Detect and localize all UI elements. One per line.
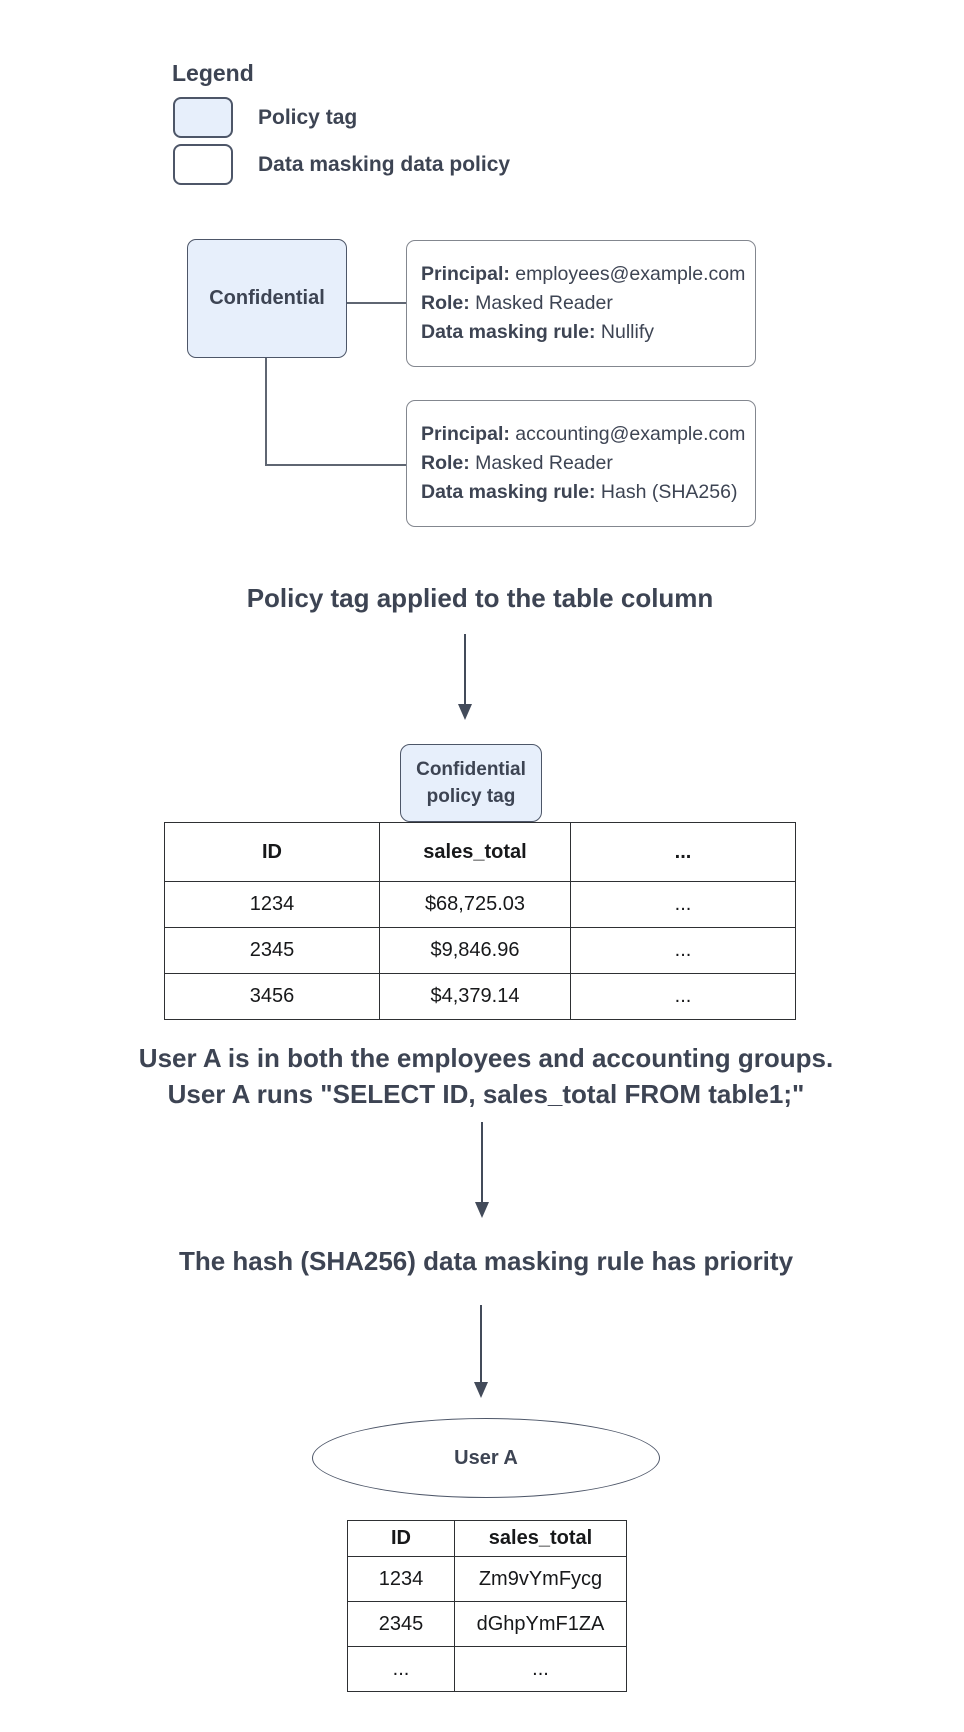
masking-policy-card-accounting bbox=[406, 400, 756, 527]
user-a-oval bbox=[312, 1418, 660, 1498]
table-cell: $4,379.14 bbox=[380, 974, 571, 1020]
legend-policy-tag-swatch bbox=[173, 97, 233, 138]
policy-principal-line bbox=[421, 420, 755, 449]
legend-title: Legend bbox=[172, 60, 254, 86]
confidential-policy-tag-label: Confidential bbox=[209, 287, 325, 309]
policy-rule-line bbox=[421, 318, 755, 347]
arrow-head-icon bbox=[474, 1382, 488, 1398]
result-header-sales-total: sales_total bbox=[455, 1521, 627, 1557]
table-cell: $68,725.03 bbox=[380, 882, 571, 928]
table-cell: ... bbox=[571, 882, 796, 928]
heading-user-groups-line1: User A is in both the employees and accounting groups. bbox=[138, 1043, 834, 1073]
role-label: Role: bbox=[421, 292, 476, 314]
source-header-sales-total: sales_total bbox=[380, 823, 571, 882]
result-table-row bbox=[348, 1647, 627, 1692]
arrow-shaft bbox=[464, 634, 466, 704]
connector-elbow-horizontal bbox=[265, 464, 406, 466]
source-table bbox=[164, 822, 796, 1020]
source-table-header-row bbox=[165, 823, 796, 882]
source-table-row bbox=[165, 882, 796, 928]
rule-label: Data masking rule: bbox=[421, 321, 601, 343]
down-arrow bbox=[474, 1122, 490, 1218]
policy-rule-line bbox=[421, 478, 755, 507]
table-cell: 1234 bbox=[165, 882, 380, 928]
legend-data-masking-label: Data masking data policy bbox=[258, 152, 511, 176]
source-table-row bbox=[165, 974, 796, 1020]
rule-value: Hash (SHA256) bbox=[600, 481, 738, 503]
policy-role-line bbox=[421, 449, 755, 478]
table-cell: 1234 bbox=[348, 1557, 455, 1602]
result-table-row bbox=[348, 1602, 627, 1647]
result-table bbox=[347, 1520, 627, 1692]
chip-line2: policy tag bbox=[426, 786, 516, 807]
masking-policy-card-employees bbox=[406, 240, 756, 367]
legend-data-masking-swatch bbox=[173, 144, 233, 185]
chip-line1: Confidential bbox=[416, 759, 526, 780]
heading-policy-tag-applied: Policy tag applied to the table column bbox=[246, 583, 714, 613]
heading-hash-priority: The hash (SHA256) data masking rule has priority bbox=[178, 1246, 794, 1276]
arrow-shaft bbox=[480, 1305, 482, 1382]
table-cell: ... bbox=[348, 1647, 455, 1692]
result-header-id: ID bbox=[348, 1521, 455, 1557]
heading-user-groups bbox=[52, 1040, 920, 1112]
arrow-shaft bbox=[481, 1122, 483, 1202]
confidential-policy-tag-node bbox=[187, 239, 347, 358]
legend-policy-tag-label: Policy tag bbox=[258, 105, 358, 129]
role-value: Masked Reader bbox=[475, 292, 613, 314]
rule-value: Nullify bbox=[600, 321, 654, 343]
rule-label: Data masking rule: bbox=[421, 481, 601, 503]
table-cell: ... bbox=[571, 974, 796, 1020]
arrow-head-icon bbox=[475, 1202, 489, 1218]
principal-label: Principal: bbox=[421, 263, 516, 285]
role-value: Masked Reader bbox=[475, 452, 613, 474]
table-cell: 2345 bbox=[348, 1602, 455, 1647]
result-table-row bbox=[348, 1557, 627, 1602]
result-table-header-row bbox=[348, 1521, 627, 1557]
table-cell: ... bbox=[571, 928, 796, 974]
down-arrow bbox=[457, 634, 473, 720]
connector-tag-to-policy1 bbox=[347, 302, 406, 304]
table-cell: ... bbox=[455, 1647, 627, 1692]
principal-value: employees@example.com bbox=[515, 263, 746, 285]
source-header-ellipsis: ... bbox=[571, 823, 796, 882]
heading-user-groups-line2: User A runs "SELECT ID, sales_total FROM table1;" bbox=[167, 1079, 805, 1109]
table-cell: 2345 bbox=[165, 928, 380, 974]
policy-role-line bbox=[421, 289, 755, 318]
principal-label: Principal: bbox=[421, 423, 516, 445]
down-arrow bbox=[473, 1305, 489, 1398]
table-cell: 3456 bbox=[165, 974, 380, 1020]
arrow-head-icon bbox=[458, 704, 472, 720]
user-a-label: User A bbox=[454, 1446, 518, 1469]
table-cell: $9,846.96 bbox=[380, 928, 571, 974]
policy-principal-line bbox=[421, 260, 755, 289]
table-cell: Zm9vYmFycg bbox=[455, 1557, 627, 1602]
source-header-id: ID bbox=[165, 823, 380, 882]
confidential-policy-tag-chip bbox=[400, 744, 542, 822]
source-table-row bbox=[165, 928, 796, 974]
role-label: Role: bbox=[421, 452, 476, 474]
table-cell: dGhpYmF1ZA bbox=[455, 1602, 627, 1647]
principal-value: accounting@example.com bbox=[515, 423, 746, 445]
connector-elbow-vertical bbox=[265, 358, 267, 465]
